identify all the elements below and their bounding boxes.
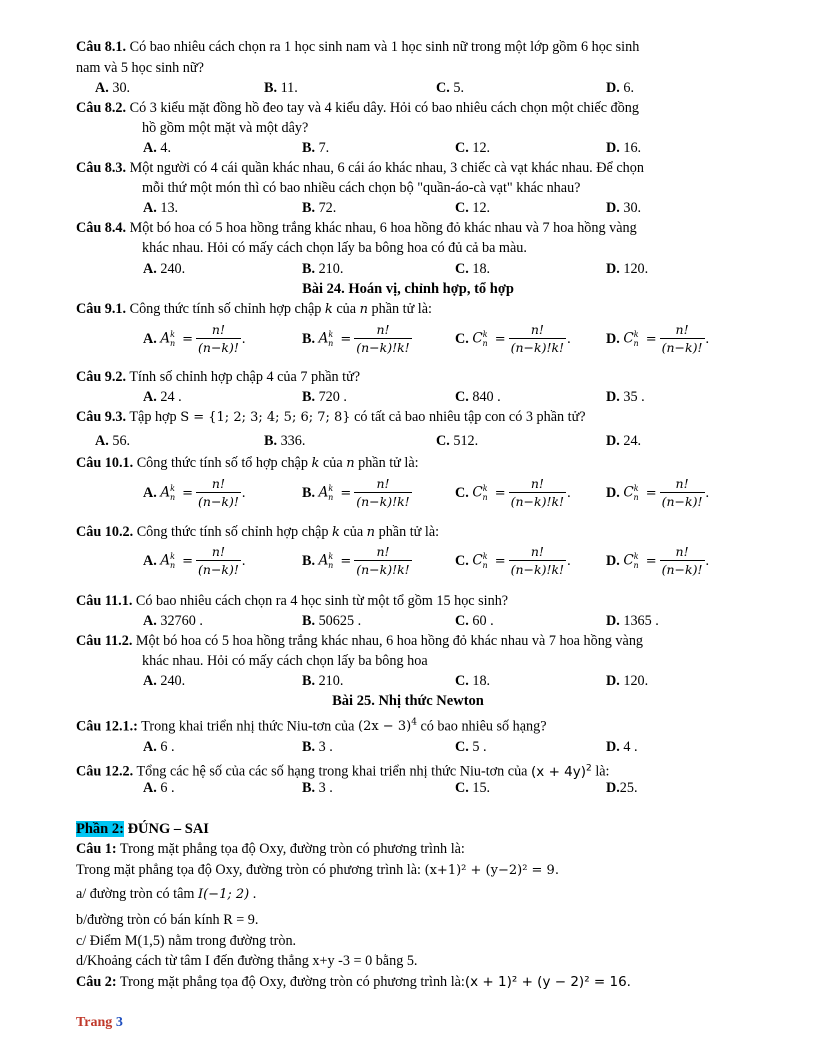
question-12-2: Câu 12.2. Tổng các hệ số của các số hạng trong khai triển nhị thức Niu-tơn của $(x + 4y)^2$ là: [76, 763, 610, 780]
question-text-cont: khác nhau. Hỏi có mấy cách chọn lấy ba bông hoa có đủ cả ba màu. [142, 240, 527, 256]
question-text: Có bao nhiêu cách chọn ra 1 học sinh nam và 1 học sinh nữ trong một lớp gồm 6 học sinh [126, 39, 640, 55]
option-d: D. 1365 . [606, 613, 659, 629]
option-c: C. 12. [455, 140, 491, 156]
question-label: Câu 12.2. [76, 763, 134, 780]
option-a: A. 240. [143, 261, 186, 277]
question-text-cont: mỗi thứ một món thì có bao nhiều cách chọn bộ "quần-áo-cà vạt" khác nhau? [142, 180, 581, 196]
question-8-2 [76, 100, 639, 117]
formula-option-d: D. $C^k_n$ = $\frac{n!}{(n-k)!}$ . [606, 544, 710, 577]
question-8-4 [76, 220, 637, 237]
question-label: Câu 1: [76, 841, 117, 857]
tf-question-2: Câu 2: Trong mặt phẳng tọa độ Oxy, đường tròn có phương trình là:(x + 1)² + (y − 2)² = 16. [76, 974, 631, 990]
option-c: C. 60 . [455, 613, 494, 629]
question-text-cont: khác nhau. Hỏi có mấy cách chọn lấy ba bông hoa [142, 653, 428, 669]
formula-option-a: A. $A^k_n$ = $\frac{n!}{(n-k)!}$ . [143, 322, 246, 355]
option-a: A. 56. [95, 433, 131, 449]
formula-option-b: B. $A^k_n$ = $\frac{n!}{(n-k)!k!}$ [302, 476, 410, 509]
option-a: A. 24 . [143, 389, 182, 405]
question-9-1: Câu 9.1. Công thức tính số chỉnh hợp chập k của n phần tử là: [76, 301, 432, 317]
option-c: C. 5. [436, 80, 464, 96]
part-label-highlight: Phần 2: [76, 821, 124, 837]
section-title: Bài 24. Hoán vị, chỉnh hợp, tổ hợp [302, 281, 514, 297]
question-label: Câu 8.2. [76, 100, 127, 116]
question-text-cont: hồ gồm một mặt và một dây? [142, 120, 309, 136]
question-label: Câu 8.1. [76, 39, 127, 55]
question-text: Có bao nhiêu cách chọn ra 4 học sinh từ một tổ gồm 15 học sinh? [132, 593, 509, 609]
question-label: Câu 8.3. [76, 160, 127, 176]
formula-option-a: A. $A^k_n$ = $\frac{n!}{(n-k)!}$ . [143, 476, 246, 509]
question-label: Câu 9.1. [76, 301, 127, 317]
question-label: Câu 11.1. [76, 593, 133, 609]
option-a: A. 6 . [143, 780, 175, 796]
option-d: D. 35 . [606, 389, 645, 405]
part-title: ĐÚNG – SAI [123, 821, 209, 837]
option-c: C. 512. [436, 433, 479, 449]
option-b: B. 50625 . [302, 613, 362, 629]
section-title: Bài 25. Nhị thức Newton [332, 693, 484, 709]
option-d: D. 120. [606, 673, 649, 689]
question-10-2: Câu 10.2. Công thức tính số chỉnh hợp chập k của n phần tử là: [76, 524, 440, 540]
question-12-1: Câu 12.1.: Trong khai triển nhị thức Niu-tơn của $(2x - 3)^4$ có bao nhiêu số hạng? [76, 718, 547, 735]
formula-option-c: C. $C^k_n$ = $\frac{n!}{(n-k)!k!}$ . [455, 544, 571, 577]
option-b: B. 11. [264, 80, 298, 96]
option-a: A. 4. [143, 140, 171, 156]
option-d: D. 6. [606, 80, 634, 96]
formula-option-c: C. $C^k_n$ = $\frac{n!}{(n-k)!k!}$ . [455, 476, 571, 509]
option-d: D. 30. [606, 200, 642, 216]
question-text: Một bó hoa có 5 hoa hồng trắng khác nhau, 6 hoa hồng đỏ khác nhau và 7 hoa hồng vàng [126, 220, 637, 236]
option-b: B. 720 . [302, 389, 347, 405]
formula-option-b: B. $A^k_n$ = $\frac{n!}{(n-k)!k!}$ [302, 544, 410, 577]
statement-d: d/Khoảng cách từ tâm I đến đường thẳng x+y -3 = 0 bằng 5. [76, 953, 418, 969]
option-d: D. 120. [606, 261, 649, 277]
statement-b: b/đường tròn có bán kính R = 9. [76, 912, 259, 928]
option-d: D. 16. [606, 140, 642, 156]
option-a: A. 6 . [143, 739, 175, 755]
question-text: Tính số chỉnh hợp chập 4 của 7 phần tử? [126, 369, 361, 385]
statement-a: a/ đường tròn có tâm I(−1; 2) . [76, 886, 257, 902]
option-a: A. 240. [143, 673, 186, 689]
option-a: A. 30. [95, 80, 131, 96]
option-c: C. 12. [455, 200, 491, 216]
question-text: Một bó hoa có 5 hoa hồng trắng khác nhau, 6 hoa hồng đỏ khác nhau và 7 hoa hồng vàng [132, 633, 644, 649]
option-a: A. 13. [143, 200, 179, 216]
option-d: D. 24. [606, 433, 642, 449]
option-c: C. 18. [455, 261, 491, 277]
question-label: Câu 9.3. [76, 409, 127, 425]
option-b: B. 7. [302, 140, 330, 156]
formula-option-a: A. $A^k_n$ = $\frac{n!}{(n-k)!}$ . [143, 544, 246, 577]
formula-option-c: C. $C^k_n$ = $\frac{n!}{(n-k)!k!}$ . [455, 322, 571, 355]
question-9-2 [76, 369, 360, 386]
question-text: Có 3 kiểu mặt đồng hồ đeo tay và 4 kiểu dây. Hỏi có bao nhiêu cách chọn một chiếc đồng [126, 100, 639, 116]
statement-c: c/ Điểm M(1,5) nằm trong đường tròn. [76, 933, 297, 949]
option-c: C. 15. [455, 780, 491, 796]
page-number: Trang 3 [76, 1015, 123, 1030]
option-b: B. 210. [302, 673, 344, 689]
question-label: Câu 12.1.: [76, 718, 138, 735]
tf-question-1-equation: Trong mặt phẳng tọa độ Oxy, đường tròn có phương trình là: (x+1)² + (y−2)² = 9. [76, 862, 559, 878]
question-8-1 [76, 39, 639, 56]
option-c: C. 5 . [455, 739, 487, 755]
option-c: C. 18. [455, 673, 491, 689]
question-label: Câu 8.4. [76, 220, 127, 236]
question-9-3: Câu 9.3. Tập hợp S = {1; 2; 3; 4; 5; 6; 7; 8} có tất cả bao nhiêu tập con có 3 phần tử? [76, 409, 586, 425]
option-b: B. 210. [302, 261, 344, 277]
formula-option-b: B. $A^k_n$ = $\frac{n!}{(n-k)!k!}$ [302, 322, 410, 355]
question-label: Câu 10.1. [76, 455, 134, 471]
question-label: Câu 2: [76, 974, 117, 990]
question-text: Một người có 4 cái quần khác nhau, 6 cái áo khác nhau, 3 chiếc cà vạt khác nhau. Để chọn [126, 160, 644, 176]
question-label: Câu 11.2. [76, 633, 133, 649]
question-10-1: Câu 10.1. Công thức tính số tổ hợp chập k của n phần tử là: [76, 455, 419, 471]
part-heading [76, 821, 209, 838]
question-11-1 [76, 593, 508, 610]
option-c: C. 840 . [455, 389, 501, 405]
option-b: B. 3 . [302, 780, 333, 796]
option-b: B. 72. [302, 200, 337, 216]
question-label: Câu 10.2. [76, 524, 134, 540]
question-text-cont: nam và 5 học sinh nữ? [76, 60, 204, 76]
question-11-2 [76, 633, 643, 650]
option-d: D. 4 . [606, 739, 638, 755]
question-label: Câu 9.2. [76, 369, 127, 385]
option-b: B. 336. [264, 433, 306, 449]
tf-question-1: Câu 1: Trong mặt phẳng tọa độ Oxy, đường tròn có phương trình là: [76, 841, 465, 857]
option-b: B. 3 . [302, 739, 333, 755]
question-8-3 [76, 160, 644, 177]
formula-option-d: D. $C^k_n$ = $\frac{n!}{(n-k)!}$ . [606, 476, 710, 509]
formula-option-d: D. $C^k_n$ = $\frac{n!}{(n-k)!}$ . [606, 322, 710, 355]
option-a: A. 32760 . [143, 613, 203, 629]
option-d: D.25. [606, 780, 638, 796]
